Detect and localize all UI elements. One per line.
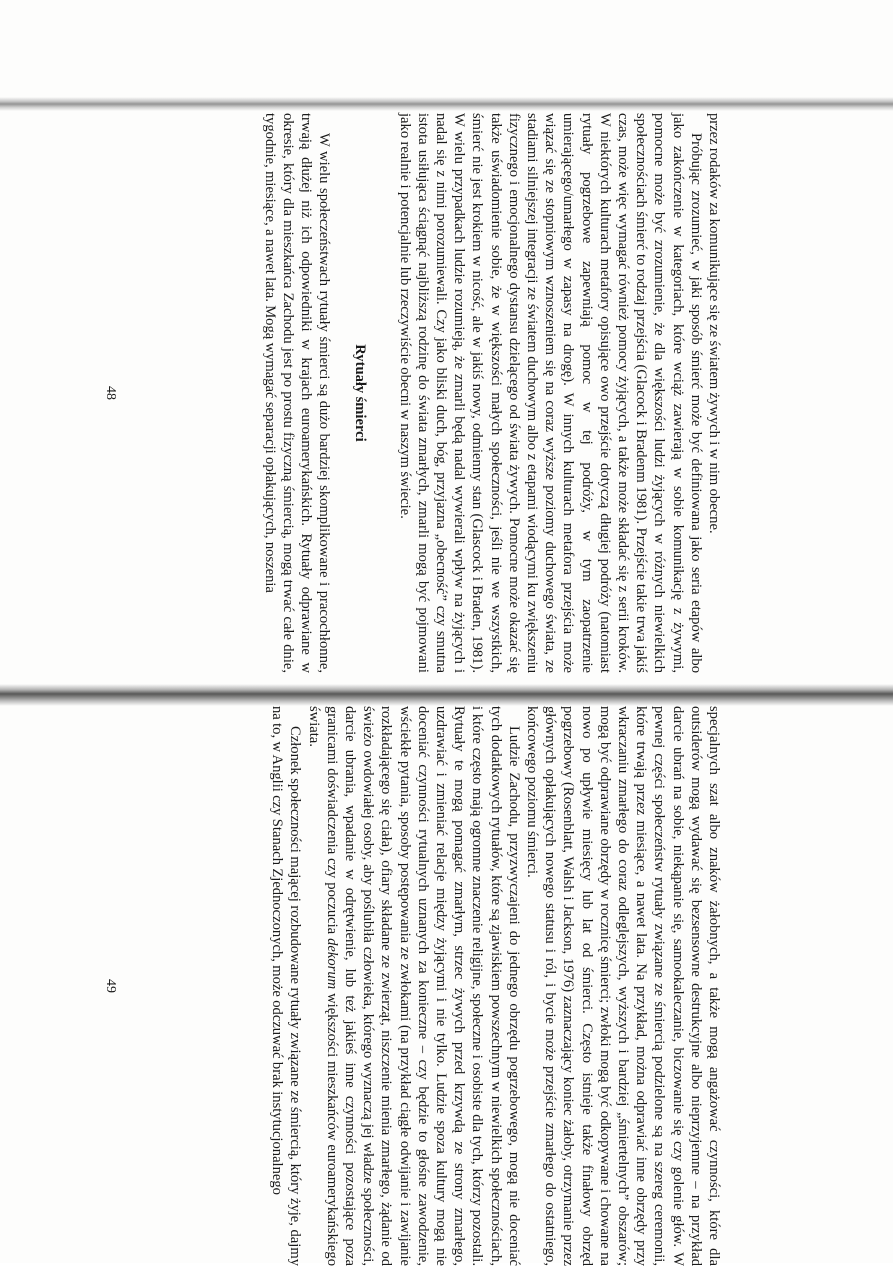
page-48 <box>103 113 723 673</box>
page-49-paragraph-2-tail: większości mieszkańców euroamerykańskiego świata. <box>305 706 340 1266</box>
page-48-paragraph-2: Próbując zrozumieć, w jaki sposób śmierć może być definiowana jako seria etapów albo jako zakończenie w kategoriach, które wciąż zawierają w sobie komunikację z żywymi, pomocne może być zrozumienie, że dla większości ludzi żyjących w różnych niewielkich społecznościach śmierć to rodzaj przejścia (Glacock i Bradenm 1981). Przejście takie trwa jakiś czas, może więc wymagać również pomocy żyjących, a także może składać się z serii kroków. W niektórych kulturach metafory opisujące owo przejście dotyczą długiej podróży (natomiast rytuały pogrzebowe zapewniają pomoc w tej podróży, w tym zaopatrzenie umierającego/umarłego w zapasy na drogę). W innych kulturach metafora przejścia może wiązać się ze stopniowym wznoszeniem się na coraz wyższe poziomy duchowego świata, ze stadiami silniejszej integracji ze światem duchowym albo z etapami wiodącymi ku zwiększeniu fizycznego i emocjonalnego dystansu dzielącego od świata żywych. Pomocne może okazać się także uświadomienie sobie, że w większości małych społeczności, jeśli nie we wszystkich, śmierć nie jest krokiem w nicość, ale w jakiś nowy, odmienny stan (Glascock i Braden, 1981). W wielu przypadkach ludzie rozumieją, że zmarli będą nadal wywierali wpływ na żyjących i nadal się z nimi porozumiewali. Czy jako bliski duch, bóg, przyjazna „obecność” czy smutna istota usiłująca ściągnąć najbliższą rodzinę do świata zmarłych, zmarli mogą być pojmowani jako realnie i potencjalnie lub rzeczywiście obecni w naszym świecie. <box>396 113 704 673</box>
page-49-paragraph-2 <box>304 706 522 1266</box>
page-49-paragraph-3: Członek społeczności mającej rozbudowane rytuały związane ze śmiercią, który żyje, dajmy na to, w Anglii czy Stanach Zjednoczonych, może odczuwać brak instytucjonalnego <box>269 706 304 1266</box>
page-49-italic-term: dekorum <box>323 938 340 990</box>
scan-top-edge-shadow <box>0 97 893 111</box>
page-49-paragraph-1: specjalnych szat albo znaków żałobnych, a także mogą angażować czynności, które dla outsiderów mogą wydawać się bezsensowne destrukcyjne albo nieprzyjemne – na przykład darcie ubrań na sobie, niekąpanie się, samookaleczanie, biczowanie się czy golenie głów. W pewnej części społeczeństw rytuały związane ze śmiercią podzielone są na szereg ceremonii, które trwają przez miesiące, a nawet lata. Na przykład, można odprawiać inne obrzędy przy wkraczaniu zmarłego do coraz odleglejszych, wyższych i bardziej „śmiertelnych” obszarów; mogą być odprawiane obrzędy w rocznicę śmierci; zwłoki mogą być odkopywane i chowane na nowo po upływie miesięcy lub lat od śmierci. Często istnieje także finałowy obrzęd pogrzebowy (Rosenblatt, Walsh i Jackson, 1976) zaznaczający koniec żałoby, otrzymanie przez głównych opłakujących nowego statusu i ról, i bycie może przejście zmarłego do ostatniego, końcowego poziomu śmierci. <box>523 706 722 1266</box>
page-48-paragraph-1: przez rodaków za komunikujące się ze światem żywych i w nim obecne. <box>706 113 722 534</box>
page-49 <box>103 706 723 1266</box>
section-title: Rytuały śmierci <box>352 344 369 442</box>
book-gutter-shadow <box>0 684 893 706</box>
page-number-48: 48 <box>103 386 119 400</box>
page-48-section-paragraph: W wielu społeczeństwach rytuały śmierci są dużo bardziej skomplikowane i pracochłonne, trwają dłużej niż ich odpowiedniki w krajach euroamerykańskich. Rytuały odprawiane w okresie, który dla mieszkańca Zachodu jest po prostu fizyczną śmiercią, mogą trwać całe dnie, tygodnie, miesiące, a nawet lata. Mogą wymagać separacji opłakujących, noszenia <box>261 113 333 673</box>
page-49-paragraph-2-text: Ludzie Zachodu, przyzwyczajeni do jednego obrzędu pogrzebowego, mogą nie doceniać tych dodatkowych rytuałów, które są zjawiskiem powszechnym w niewielkich społecznościach, i które często mają ogromne znaczenie religijne, społeczne i osobiste dla tych, którzy pozostali. Rytuały te mogą pomagać zmarłym, strzec żywych przed krzywdą ze strony zmarłego, uzdrawiać i zmieniać relacje między żyjącymi i nie tylko. Ludzie spoza kultury mogą nie doceniać czynności rytualnych uznanych za konieczne – czy będzie to głośne zawodzenie, wściekłe pytania, sposoby postępowania ze zwłokami (na przykład ciągłe odwijanie i zawijanie rozkładającego się ciała), ofiary składane ze zwierząt, niszczenie mienia zmarłego, żądanie od świeżo owdowiałej osoby, aby poślubiła człowieka, którego wyznaczą jej władze społeczności, darcie ubrania, wpadanie w odrętwienie, lub też jakieś inne czynności pozostające poza granicami doświadczenia czy poczucia <box>323 706 522 1266</box>
page-number-49: 49 <box>103 979 119 993</box>
